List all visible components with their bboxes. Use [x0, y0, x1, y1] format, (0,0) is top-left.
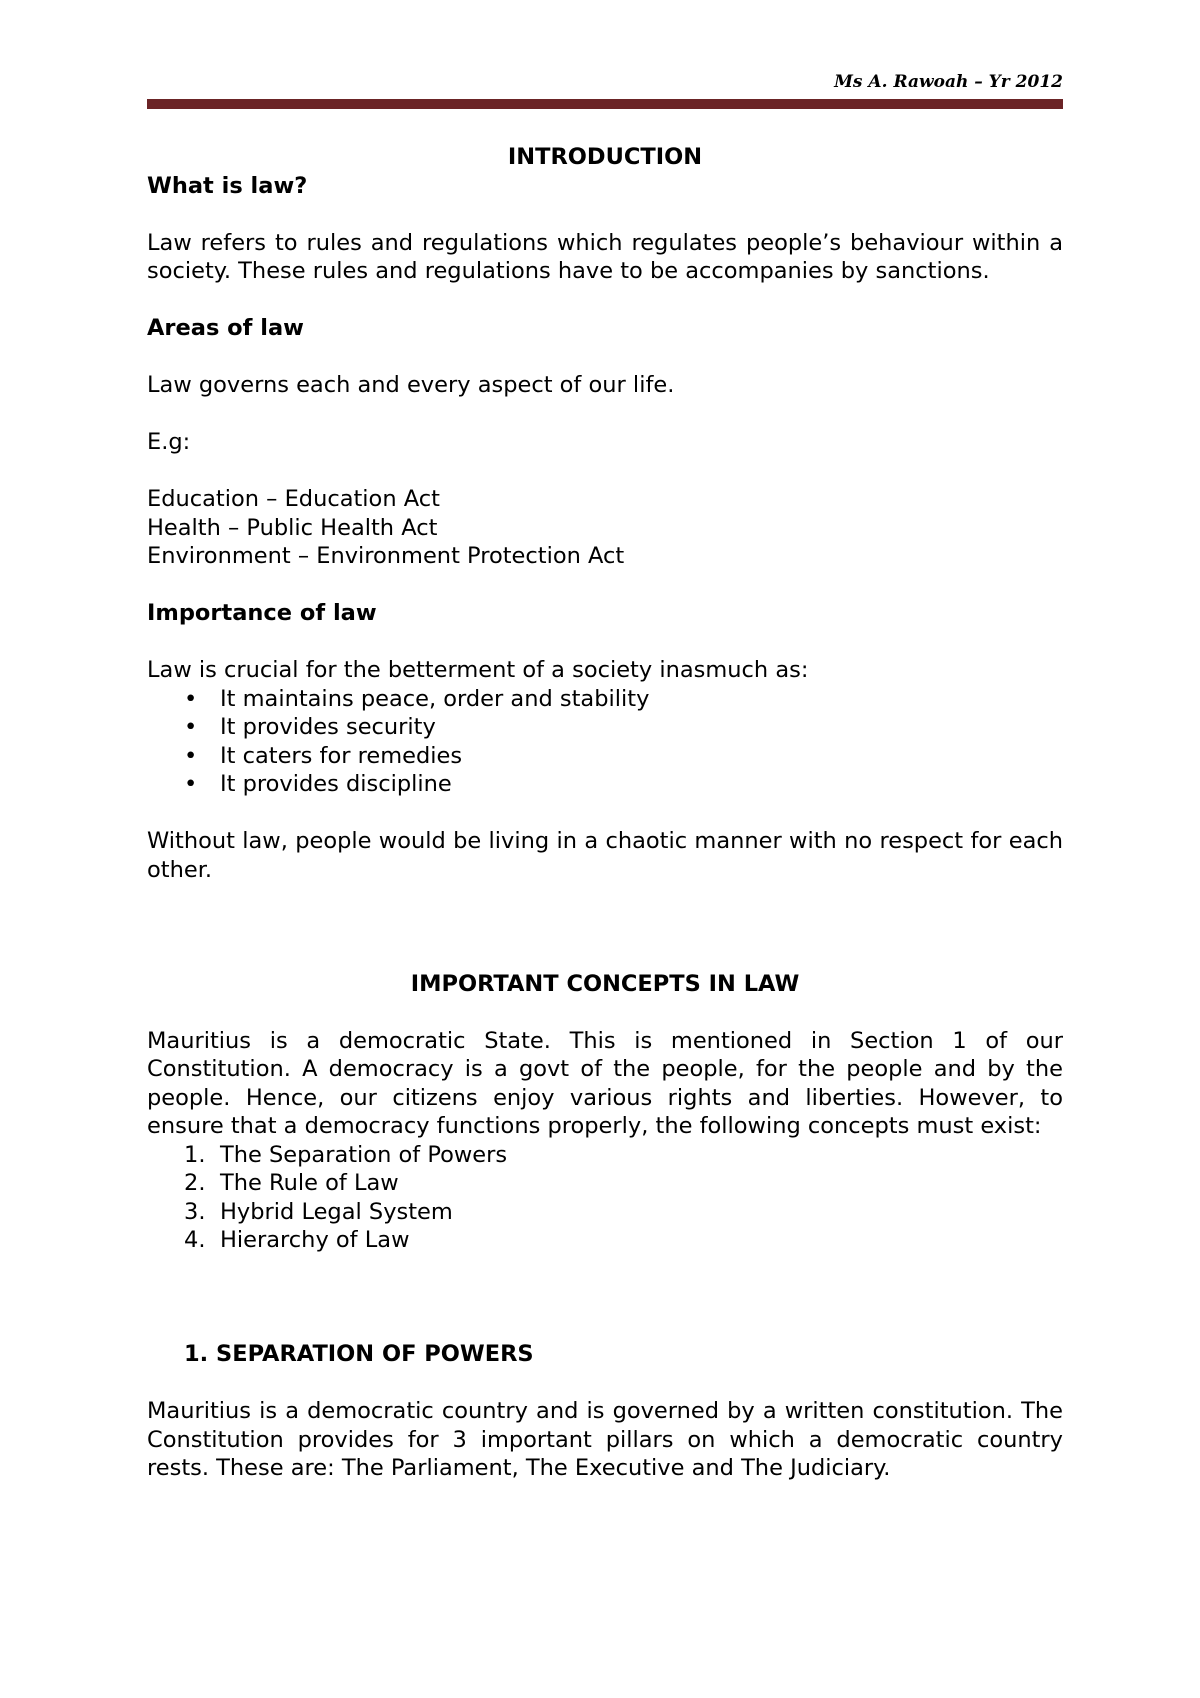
list-item: [147, 1141, 1063, 1170]
list-number: 1.: [184, 1141, 206, 1168]
list-item-label: It caters for remedies: [220, 742, 463, 769]
list-item: [147, 742, 1063, 771]
spacer: [147, 1255, 1063, 1284]
spacer: [147, 400, 1063, 429]
bullet-icon: •: [184, 771, 198, 797]
spacer: [147, 913, 1063, 942]
list-item: [147, 685, 1063, 714]
list-item: [147, 1169, 1063, 1198]
spacer: [147, 884, 1063, 913]
spacer: [147, 571, 1063, 600]
importance-heading: Importance of law: [147, 600, 377, 626]
bullet-icon: •: [184, 742, 198, 769]
list-item: [147, 1226, 1063, 1255]
document-body: [147, 143, 1063, 1483]
spacer: [147, 343, 1063, 372]
list-item-label: The Separation of Powers: [220, 1141, 508, 1168]
spacer: [147, 1283, 1063, 1312]
what-is-law-heading: What is law?: [147, 172, 308, 199]
spacer: [147, 941, 1063, 970]
header-author-year: Ms A. Rawoah – Yr 2012: [834, 72, 1063, 92]
importance-lead: Law is crucial for the betterment of a society inasmuch as:: [147, 657, 809, 683]
list-number: 2.: [184, 1170, 206, 1196]
list-item-label: The Rule of Law: [220, 1170, 399, 1196]
what-is-law-text: Law refers to rules and regulations which regulates people’s behaviour within a society. These rules and regulations have to be accompanies by sanctions.: [147, 229, 1063, 284]
areas-of-law-heading: Areas of law: [147, 315, 304, 341]
list-item-label: It provides security: [220, 714, 436, 740]
bullet-icon: •: [184, 714, 198, 740]
list-number: 4.: [184, 1227, 206, 1253]
areas-of-law-text: Law governs each and every aspect of our life.: [147, 372, 675, 398]
spacer: [147, 799, 1063, 828]
header-rule: [147, 99, 1063, 109]
concepts-title: IMPORTANT CONCEPTS IN LAW: [410, 970, 800, 997]
without-law-text: Without law, people would be living in a chaotic manner with no respect for each other.: [147, 828, 1063, 883]
list-item-label: Hybrid Legal System: [220, 1198, 453, 1225]
spacer: [147, 628, 1063, 657]
separation-heading: 1. SEPARATION OF POWERS: [184, 1341, 534, 1367]
concepts-text: Mauritius is a democratic State. This is mentioned in Section 1 of our Constitution. A democracy is a govt of the people, for the people and by the people. Hence, our citizens enjoy various rights and liberties. However, to ensure that a democracy functions properly, the following concepts must exist:: [147, 1027, 1063, 1139]
spacer: [147, 200, 1063, 229]
list-item: [147, 770, 1063, 799]
intro-title: INTRODUCTION: [507, 144, 703, 170]
spacer: [147, 998, 1063, 1027]
list-item: [147, 1198, 1063, 1227]
example-line: Education – Education Act: [147, 486, 440, 512]
list-item: [147, 713, 1063, 742]
example-line: Environment – Environment Protection Act: [147, 543, 625, 569]
spacer: [147, 1312, 1063, 1341]
bullet-icon: •: [184, 685, 198, 712]
separation-text: Mauritius is a democratic country and is governed by a written constitution. The Constitution provides for 3 important pillars on which a democratic country rests. These are: The Parliament, The Executive and The Judiciary.: [147, 1398, 1063, 1481]
spacer: [147, 457, 1063, 486]
spacer: [147, 1369, 1063, 1398]
list-number: 3.: [184, 1198, 206, 1225]
eg-label: E.g:: [147, 429, 191, 455]
list-item-label: Hierarchy of Law: [220, 1227, 410, 1253]
list-item-label: It maintains peace, order and stability: [220, 685, 650, 712]
spacer: [147, 286, 1063, 315]
importance-list: [147, 685, 1063, 799]
concepts-list: [147, 1141, 1063, 1255]
example-line: Health – Public Health Act: [147, 514, 438, 541]
list-item-label: It provides discipline: [220, 771, 452, 797]
